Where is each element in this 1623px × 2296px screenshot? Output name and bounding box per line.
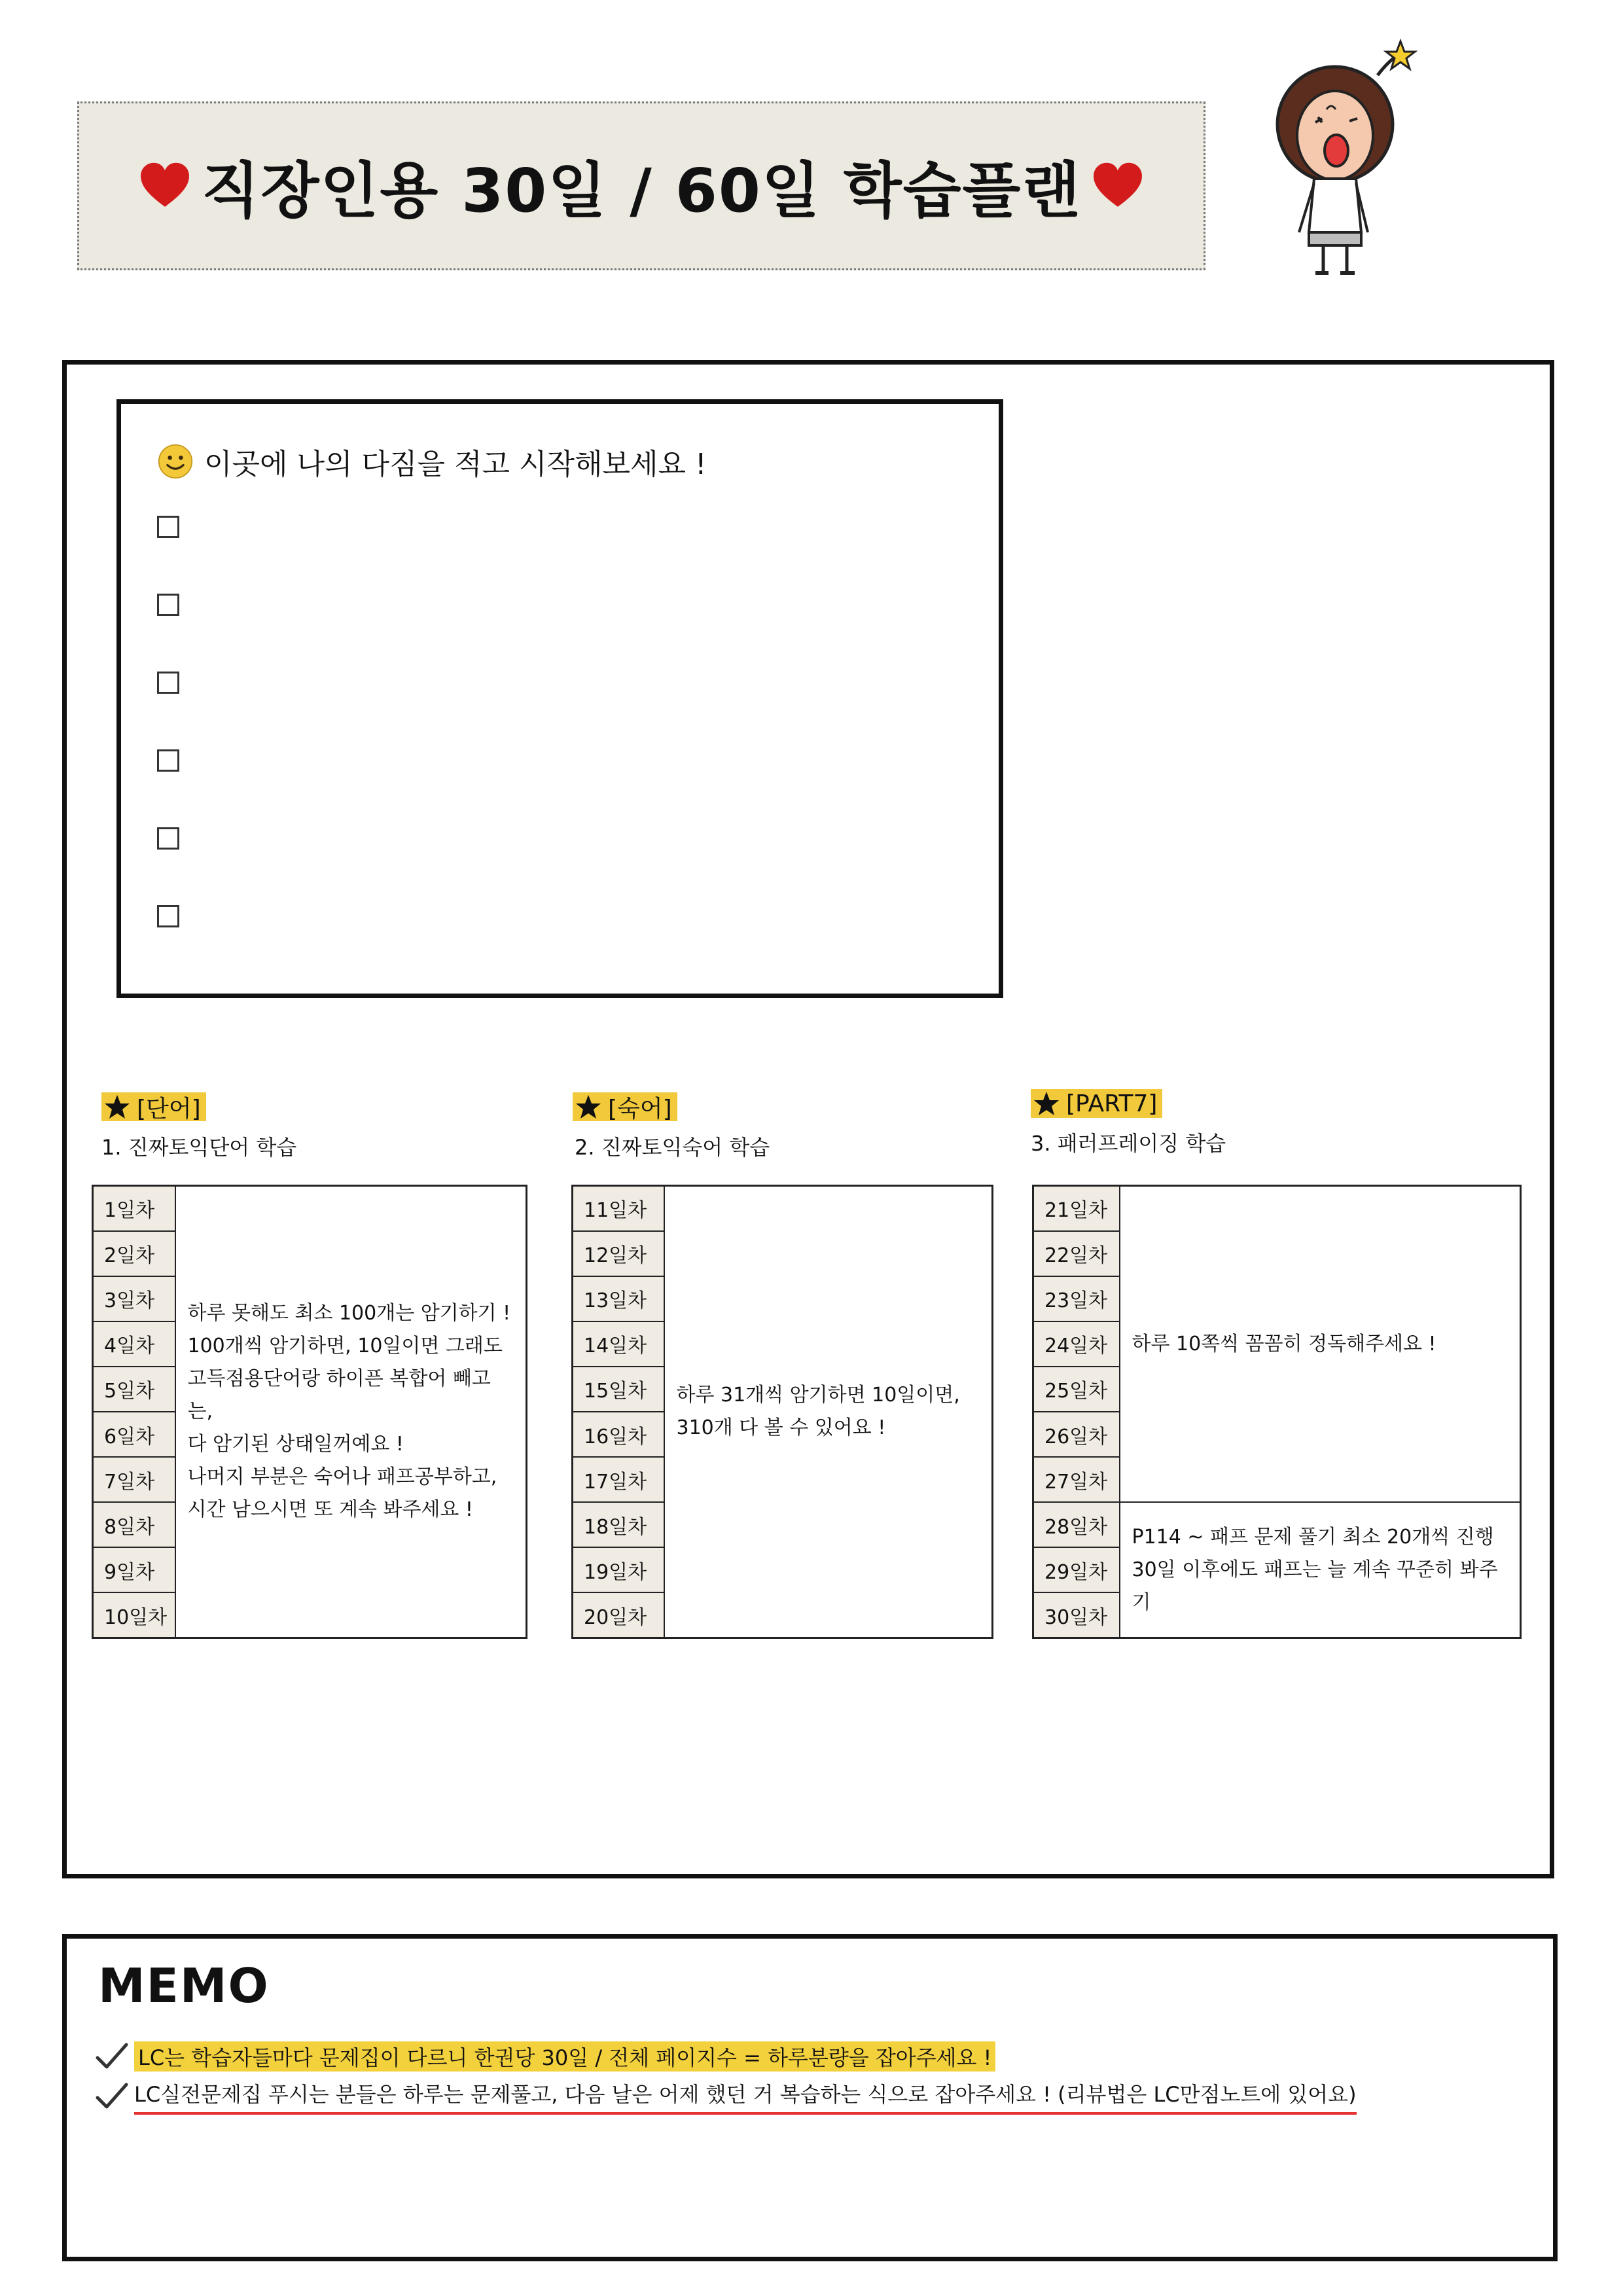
section-subtitle: 3. 패러프레이징 학습 [1031, 1131, 1226, 1156]
pledge-checkbox[interactable] [157, 827, 179, 850]
pledge-checkbox[interactable] [157, 516, 179, 538]
pledge-checkbox[interactable] [157, 672, 179, 694]
note-line: 다 암기된 상태일꺼예요 ! [187, 1433, 404, 1456]
pledge-checkbox[interactable] [157, 749, 179, 772]
smiley-face-icon [157, 443, 194, 480]
star-icon [1033, 1090, 1060, 1117]
bomb-character-icon [1263, 36, 1440, 285]
section-tag-idioms [573, 1092, 677, 1121]
day-cell: 7일차 [93, 1457, 175, 1502]
day-cell: 20일차 [573, 1592, 664, 1638]
heart-icon [137, 158, 192, 213]
note-line: 100개씩 암기하면, 10일이면 그래도 [187, 1335, 503, 1357]
section-tag-highlight [573, 1092, 677, 1121]
memo-item-text: LC실전문제집 푸시는 분들은 하루는 문제풀고, 다음 날은 어제 했던 거 복습하는 식으로 잡아주세요 ! (리뷰법은 LC만점노트에 있어요) [134, 2078, 1357, 2115]
heart-icon [1090, 158, 1145, 213]
day-cell: 16일차 [573, 1412, 664, 1457]
day-cell: 8일차 [93, 1502, 175, 1547]
page-title: 직장인용 30일 / 60일 학습플랜 [201, 156, 1082, 226]
memo-item-text: LC는 학습자들마다 문제집이 다르니 한권당 30일 / 전체 페이지수 = 하루분량을 잡아주세요 ! [134, 2041, 995, 2072]
day-cell: 13일차 [573, 1276, 664, 1321]
day-cell: 11일차 [573, 1186, 664, 1231]
section-subtitle: 1. 진짜토익단어 학습 [101, 1135, 297, 1160]
checkmark-icon [95, 2042, 129, 2071]
day-cell: 12일차 [573, 1231, 664, 1276]
note-line: P114 ~ 패프 문제 풀기 최소 20개씩 진행 [1132, 1525, 1494, 1549]
day-cell: 27일차 [1033, 1457, 1120, 1502]
words-note [175, 1186, 527, 1638]
section-tag-label: [PART7] [1066, 1090, 1158, 1117]
star-icon [104, 1094, 130, 1120]
section-tag-label: [숙어] [608, 1095, 672, 1122]
note-line: 30일 이후에도 패프는 늘 계속 꾸준히 봐주기 [1132, 1558, 1498, 1614]
day-cell: 2일차 [93, 1231, 175, 1276]
pledge-box [116, 399, 1003, 998]
section-tag-part7 [1031, 1089, 1162, 1118]
part7-plan-table [1032, 1185, 1522, 1639]
day-cell: 19일차 [573, 1547, 664, 1592]
memo-item [95, 2078, 1357, 2115]
words-plan-table [92, 1185, 527, 1639]
title-banner [77, 101, 1205, 270]
section-tag-highlight [1031, 1089, 1162, 1118]
section-tag-label: [단어] [137, 1095, 201, 1122]
pledge-checkbox[interactable] [157, 594, 179, 616]
day-cell: 25일차 [1033, 1367, 1120, 1412]
day-cell: 30일차 [1033, 1592, 1120, 1638]
checkmark-icon [95, 2082, 129, 2111]
note-line: 고득점용단어랑 하이픈 복합어 빼고는, [187, 1367, 491, 1423]
note-line: 시간 남으시면 또 계속 봐주세요 ! [187, 1498, 473, 1521]
section-tag-words [101, 1092, 206, 1121]
memo-title: MEMO [98, 1958, 270, 2013]
day-cell: 6일차 [93, 1412, 175, 1457]
note-line: 310개 다 볼 수 있어요 ! [676, 1416, 886, 1439]
idioms-note [664, 1186, 993, 1638]
day-cell: 21일차 [1033, 1186, 1120, 1231]
note-line: 하루 31개씩 암기하면 10일이면, [676, 1384, 960, 1407]
section-tag-highlight [101, 1092, 206, 1121]
day-cell: 24일차 [1033, 1321, 1120, 1367]
day-cell: 18일차 [573, 1502, 664, 1547]
day-cell: 1일차 [93, 1186, 175, 1231]
day-cell: 15일차 [573, 1367, 664, 1412]
day-cell: 22일차 [1033, 1231, 1120, 1276]
day-cell: 17일차 [573, 1457, 664, 1502]
day-cell: 23일차 [1033, 1276, 1120, 1321]
part7-note-reading [1120, 1186, 1521, 1503]
note-line: 나머지 부분은 숙어나 패프공부하고, [187, 1465, 497, 1488]
pledge-prompt: 이곳에 나의 다짐을 적고 시작해보세요 ! [204, 448, 707, 481]
day-cell: 10일차 [93, 1592, 175, 1638]
pledge-checkbox[interactable] [157, 905, 179, 927]
part7-note-paraphrase [1120, 1502, 1521, 1638]
day-cell: 5일차 [93, 1367, 175, 1412]
day-cell: 4일차 [93, 1321, 175, 1367]
day-cell: 28일차 [1033, 1502, 1120, 1547]
day-cell: 14일차 [573, 1321, 664, 1367]
day-cell: 26일차 [1033, 1412, 1120, 1457]
day-cell: 9일차 [93, 1547, 175, 1592]
title-row [79, 103, 1204, 268]
pledge-heading [157, 439, 707, 484]
note-line: 하루 10쪽씩 꼼꼼히 정독해주세요 ! [1132, 1332, 1436, 1355]
note-line: 하루 못해도 최소 100개는 암기하기 ! [187, 1302, 511, 1325]
memo-item [95, 2038, 995, 2075]
day-cell: 3일차 [93, 1276, 175, 1321]
star-icon [575, 1094, 601, 1120]
day-cell: 29일차 [1033, 1547, 1120, 1592]
idioms-plan-table [571, 1185, 993, 1639]
section-subtitle: 2. 진짜토익숙어 학습 [575, 1135, 770, 1160]
